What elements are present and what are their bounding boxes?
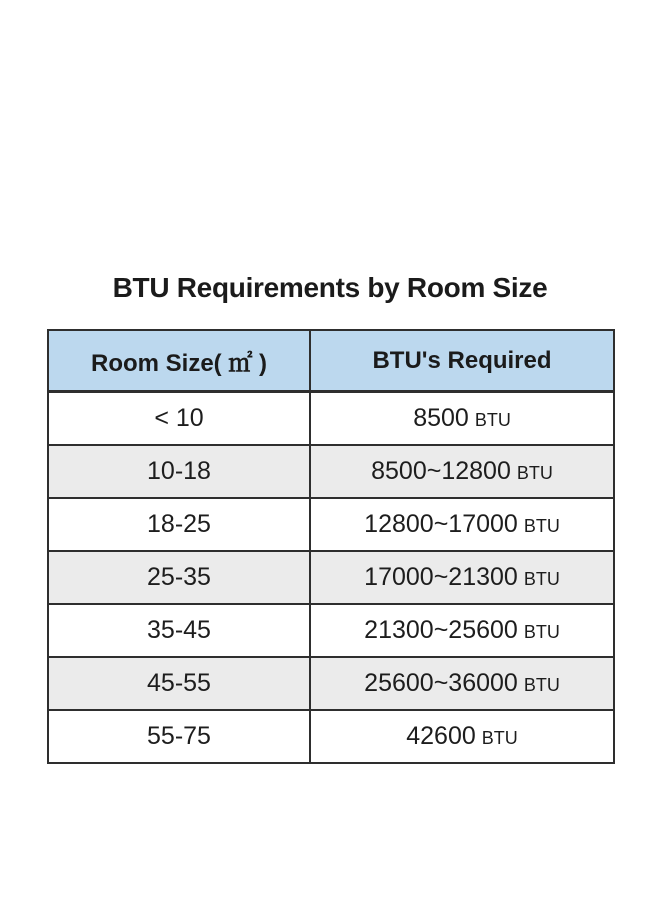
table-row (48, 392, 614, 446)
table-row (48, 604, 614, 657)
btu-cell (310, 604, 614, 657)
btu-unit: BTU (523, 569, 560, 589)
table-row (48, 710, 614, 763)
table-row (48, 498, 614, 551)
btu-value: 8500 (413, 404, 469, 432)
btu-value: 12800~17000 (364, 510, 518, 538)
header-room-size: Room Size( ㎡ ) (48, 330, 310, 392)
table-row (48, 445, 614, 498)
btu-cell (310, 710, 614, 763)
table-row (48, 551, 614, 604)
room-size-cell: 25-35 (48, 551, 310, 604)
btu-value: 8500~12800 (371, 457, 511, 485)
table-title: BTU Requirements by Room Size (112, 272, 548, 303)
header-btu-required: BTU's Required (310, 330, 614, 392)
btu-cell (310, 657, 614, 710)
table-row (48, 657, 614, 710)
btu-value: 25600~36000 (364, 669, 518, 697)
table-header-row (48, 330, 614, 392)
btu-cell (310, 498, 614, 551)
room-size-cell: 45-55 (48, 657, 310, 710)
btu-unit: BTU (523, 675, 560, 695)
btu-value: 21300~25600 (364, 616, 518, 644)
btu-unit: BTU (481, 728, 518, 748)
btu-unit: BTU (516, 463, 553, 483)
btu-unit: BTU (523, 516, 560, 536)
room-size-cell: < 10 (48, 392, 310, 446)
room-size-cell: 35-45 (48, 604, 310, 657)
room-size-cell: 10-18 (48, 445, 310, 498)
btu-cell (310, 445, 614, 498)
btu-requirements-table (47, 329, 615, 764)
btu-cell (310, 392, 614, 446)
btu-value: 17000~21300 (364, 563, 518, 591)
room-size-cell: 18-25 (48, 498, 310, 551)
room-size-cell: 55-75 (48, 710, 310, 763)
btu-unit: BTU (474, 410, 511, 430)
btu-unit: BTU (523, 622, 560, 642)
btu-value: 42600 (406, 722, 476, 750)
btu-cell (310, 551, 614, 604)
